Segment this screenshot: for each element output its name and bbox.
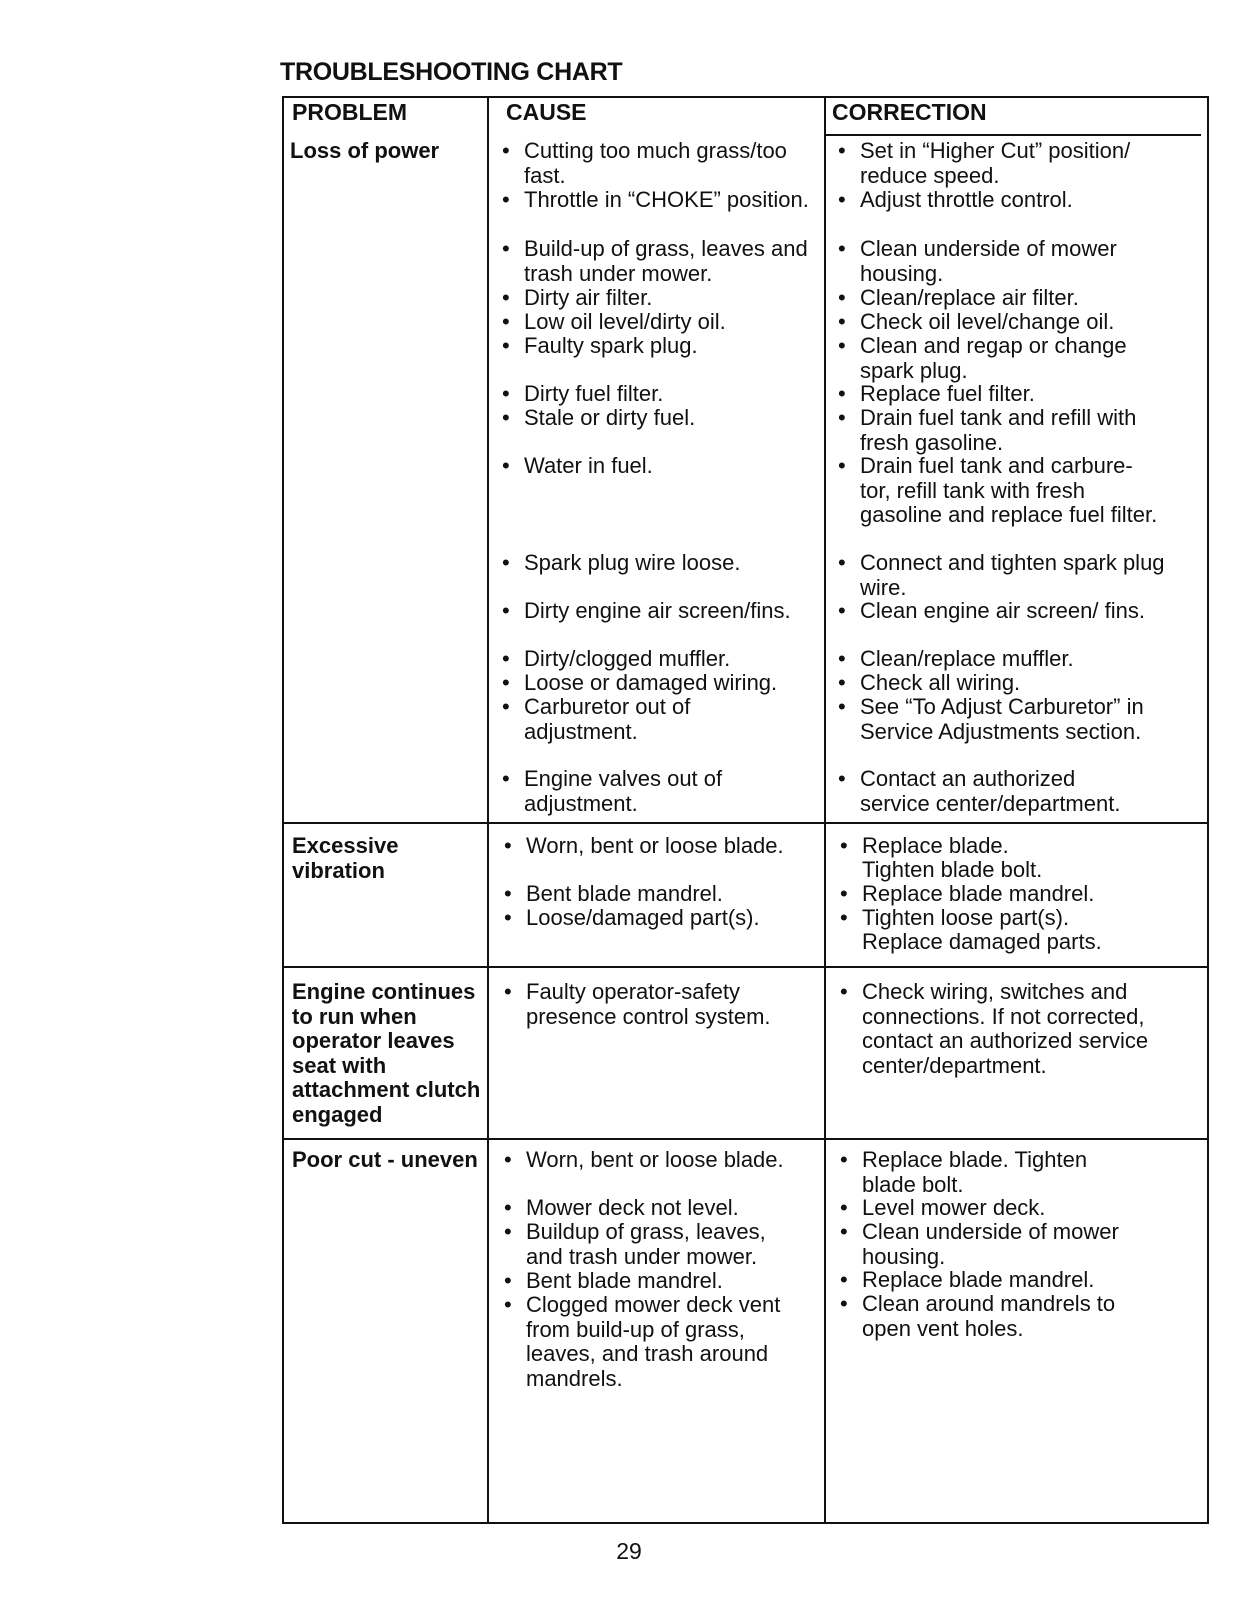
correction-item: • Replace fuel filter. (830, 382, 1166, 406)
correction-item: • Clean underside of mower housing. (832, 1220, 1132, 1268)
correction-item: • Check wiring, switches and connections. If not corrected, contact an authorized service center/department. (832, 980, 1168, 1078)
correction-item: • Clean underside of mower housing. (830, 237, 1166, 286)
correction-item: • Replace blade mandrel. (832, 882, 1168, 906)
cause-item: • Loose or damaged wiring. (494, 671, 819, 695)
corrections-loss-of-power (830, 139, 1166, 816)
cause-item: • Stale or dirty fuel. (494, 406, 819, 454)
correction-item: • Drain fuel tank and carbure- tor, refill tank with fresh gasoline and replace fuel filter. (830, 454, 1166, 551)
correction-item: • Contact an authorized service center/department. (830, 767, 1150, 816)
correction-item: • Clean and regap or change spark plug. (830, 334, 1166, 382)
problem-poor-cut: Poor cut - uneven (292, 1147, 478, 1172)
correction-item: • Clean around mandrels to open vent holes. (832, 1292, 1152, 1340)
correction-item: • Clean/replace muffler. (830, 647, 1166, 671)
cause-item: • Engine valves out of adjustment. (494, 767, 754, 816)
cause-item: • Clogged mower deck vent from build-up of grass, leaves, and trash around mandrels. (496, 1293, 816, 1389)
troubleshooting-table (282, 96, 1209, 1524)
correction-item: • Set in “Higher Cut” position/ reduce speed. (830, 139, 1166, 188)
corrections-engine-continues (832, 980, 1168, 1078)
cause-item: • Water in fuel. (494, 454, 819, 551)
causes-engine-continues (496, 980, 786, 1029)
cause-item: • Faulty spark plug. (494, 334, 819, 382)
cause-item: • Dirty air filter. (494, 286, 819, 310)
cause-item: • Dirty engine air screen/fins. (494, 599, 819, 647)
problem-excessive-vibration: Excessive vibration (292, 833, 399, 883)
problem-engine-continues: Engine continues to run when operator leaves seat with attachment clutch engaged (292, 979, 481, 1127)
causes-poor-cut (496, 1148, 796, 1389)
chart-title: TROUBLESHOOTING CHART (280, 58, 623, 86)
cause-item: • Bent blade mandrel. (496, 882, 821, 906)
header-divider (824, 134, 1201, 136)
page-number: 29 (616, 1538, 642, 1564)
correction-item: • Adjust throttle control. (830, 188, 1166, 237)
causes-loss-of-power (494, 139, 819, 816)
cause-item: • Low oil level/dirty oil. (494, 310, 819, 334)
problem-loss-of-power: Loss of power (290, 138, 440, 163)
cause-item: • Faulty operator-safety presence control system. (496, 980, 786, 1029)
correction-item: • Replace blade. (832, 834, 1168, 858)
cause-item: • Throttle in “CHOKE” position. (494, 188, 819, 237)
row-divider (284, 1138, 1207, 1140)
cause-item: • Build-up of grass, leaves and trash under mower. (494, 237, 819, 286)
correction-item: • Check all wiring. (830, 671, 1166, 695)
header-problem: PROBLEM (292, 99, 407, 125)
corrections-excessive-vibration (832, 834, 1168, 954)
correction-item: • Replace blade. Tighten blade bolt. (832, 1148, 1122, 1196)
column-divider (487, 98, 489, 1522)
cause-item: • Worn, bent or loose blade. (496, 834, 821, 882)
correction-item: • Check oil level/change oil. (830, 310, 1166, 334)
cause-item: • Bent blade mandrel. (496, 1269, 796, 1293)
correction-item: • Tighten loose part(s). (832, 906, 1168, 930)
cause-item: • Dirty/clogged muffler. (494, 647, 819, 671)
cause-item: • Cutting too much grass/too fast. (494, 139, 819, 188)
cause-item: • Worn, bent or loose blade. (496, 1148, 796, 1196)
causes-excessive-vibration (496, 834, 821, 930)
correction-item: • Drain fuel tank and refill with fresh gasoline. (830, 406, 1166, 454)
correction-subitem: Replace damaged parts. (862, 929, 1102, 954)
cause-item: • Dirty fuel filter. (494, 382, 819, 406)
cause-item: • Carburetor out of adjustment. (494, 695, 694, 767)
cause-item: • Mower deck not level. (496, 1196, 796, 1220)
header-cause: CAUSE (506, 99, 587, 125)
correction-item: • Connect and tighten spark plug wire. (830, 551, 1166, 599)
correction-item: • Level mower deck. (832, 1196, 1132, 1220)
row-divider (284, 966, 1207, 968)
header-correction: CORRECTION (832, 99, 987, 125)
correction-subitem: Tighten blade bolt. (862, 857, 1043, 882)
correction-item: • Replace blade mandrel. (832, 1268, 1132, 1292)
cause-item: • Loose/damaged part(s). (496, 906, 821, 930)
corrections-poor-cut (832, 1148, 1132, 1340)
correction-item: • See “To Adjust Carburetor” in Service Adjustments section. (830, 695, 1160, 767)
correction-item: • Clean engine air screen/ fins. (830, 599, 1166, 647)
correction-item: • Clean/replace air filter. (830, 286, 1166, 310)
row-divider (284, 822, 1207, 824)
column-divider (824, 98, 826, 1522)
cause-item: • Spark plug wire loose. (494, 551, 819, 599)
cause-item: • Buildup of grass, leaves, and trash under mower. (496, 1220, 786, 1269)
